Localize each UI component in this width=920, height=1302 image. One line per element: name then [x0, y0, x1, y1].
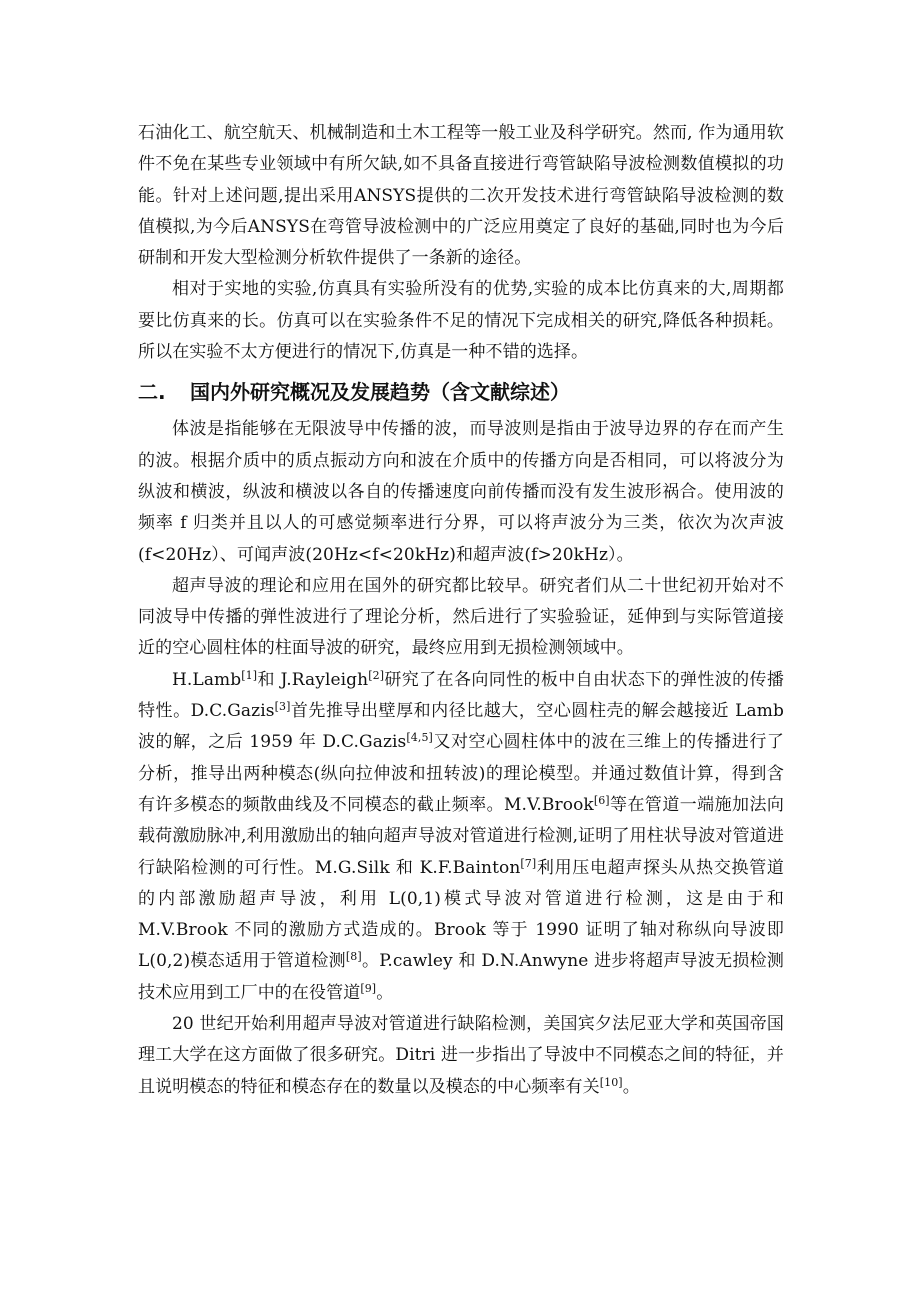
paragraph-text: 又对空心圆柱体中的波在三维上的传播进行了分析，推导出两种模态(纵向拉伸波和扭转波)的理论模型。并通过数值计算，得到含有许多模态的频散曲线及不同模态的截止频率。M.V.Brook	[138, 732, 785, 815]
citation-superscript: [9]	[360, 981, 377, 995]
document-body	[138, 118, 784, 1103]
paragraph-text: 石油化工、航空航天、机械制造和土木工程等一般工业及科学研究。然而, 作为通用软件不免在某些专业领域中有所欠缺,如不具备直接进行弯管缺陷导波检测数值模拟的功能。针对上述问题,提出采用ANSYS提供的二次开发技术进行弯管缺陷导波检测的数值模拟,为今后ANSYS在弯管导波检测中的广泛应用奠定了良好的基础,同时也为今后研制和开发大型检测分析软件提供了一条新的途径。	[138, 123, 784, 269]
section-title: 国内外研究概况及发展趋势（含文献综述）	[190, 380, 570, 405]
section-heading	[138, 374, 784, 410]
section-number: 二.	[138, 380, 166, 405]
paragraph-text: 20 世纪开始利用超声导波对管道进行缺陷检测，美国宾夕法尼亚大学和英国帝国理工大学在这方面做了很多研究。Ditri 进一步指出了导波中不同模态之间的特征，并且说明模态的特征和模态存在的数量以及模态的中心频率有关	[138, 1014, 784, 1097]
paragraph-text: 利用压电超声探头从热交换管道的内部激励超声导波，利用 L(0,1)模式导波对管道进行检测，这是由于和 M.V.Brook 不同的激励方式造成的。Brook 等于 1990 证明了轴对称纵向导波即 L(0,2)模态适用于管道检测	[138, 857, 784, 972]
paragraph-text: 。	[622, 1076, 640, 1097]
citation-superscript: [10]	[599, 1075, 623, 1089]
literature-review-section	[138, 414, 784, 1103]
paragraph	[138, 665, 784, 1009]
paragraph	[138, 118, 784, 274]
intro-section	[138, 118, 784, 368]
citation-superscript: [4,5]	[406, 731, 433, 745]
citation-superscript: [3]	[274, 700, 291, 714]
paragraph-text: 和 J.Rayleigh	[257, 669, 369, 690]
paragraph-text: 相对于实地的实验,仿真具有实验所没有的优势,实验的成本比仿真来的大,周期都要比仿真来的长。仿真可以在实验条件不足的情况下完成相关的研究,降低各种损耗。所以在实验不太方便进行的情况下,仿真是一种不错的选择。	[138, 279, 784, 363]
paragraph-text: 等在管道一端施加法向载荷激励脉冲,利用激励出的轴向超声导波对管道进行检测,证明了用柱状导波对管道进行缺陷检测的可行性。M.G.Silk 和 K.F.Bainton	[138, 794, 784, 878]
citation-superscript: [7]	[520, 856, 537, 870]
paragraph-text: 。	[376, 982, 394, 1003]
paragraph	[138, 274, 784, 368]
paragraph-text: 研究了在各向同性的板中自由状态下的弹性波的传播特性。D.C.Gazis	[138, 669, 784, 722]
paragraph-text: 超声导波的理论和应用在国外的研究都比较早。研究者们从二十世纪初开始对不同波导中传播的弹性波进行了理论分析，然后进行了实验验证，延伸到与实际管道接近的空心圆柱体的柱面导波的研究，最终应用到无损检测领域中。	[138, 575, 784, 659]
paragraph	[138, 414, 784, 570]
citation-superscript: [2]	[368, 668, 385, 682]
paragraph-text: 。P.cawley 和 D.N.Anwyne 进步将超声导波无损检测技术应用到工厂中的在役管道	[138, 951, 785, 1003]
citation-superscript: [1]	[241, 668, 258, 682]
paragraph	[138, 1009, 784, 1103]
paragraph	[138, 571, 784, 665]
citation-superscript: [6]	[593, 793, 610, 807]
paragraph-text: 体波是指能够在无限波导中传播的波，而导波则是指由于波导边界的存在而产生的波。根据介质中的质点振动方向和波在介质中的传播方向是否相同，可以将波分为纵波和横波，纵波和横波以各自的传播速度向前传播而没有发生波形祸合。使用波的频率 f 归类并且以人的可感觉频率进行分界，可以将声波分为三类，依次为次声波(f<20Hz）、可闻声波(20Hz<f<20kHz)和超声波(f>20kHz）。	[138, 419, 784, 565]
paragraph-text: H.Lamb	[172, 669, 242, 690]
citation-superscript: [8]	[345, 950, 362, 964]
paragraph-text: 首先推导出壁厚和内径比越大，空心圆柱壳的解会越接近 Lamb 波的解，之后 1959 年 D.C.Gazis	[138, 701, 784, 753]
